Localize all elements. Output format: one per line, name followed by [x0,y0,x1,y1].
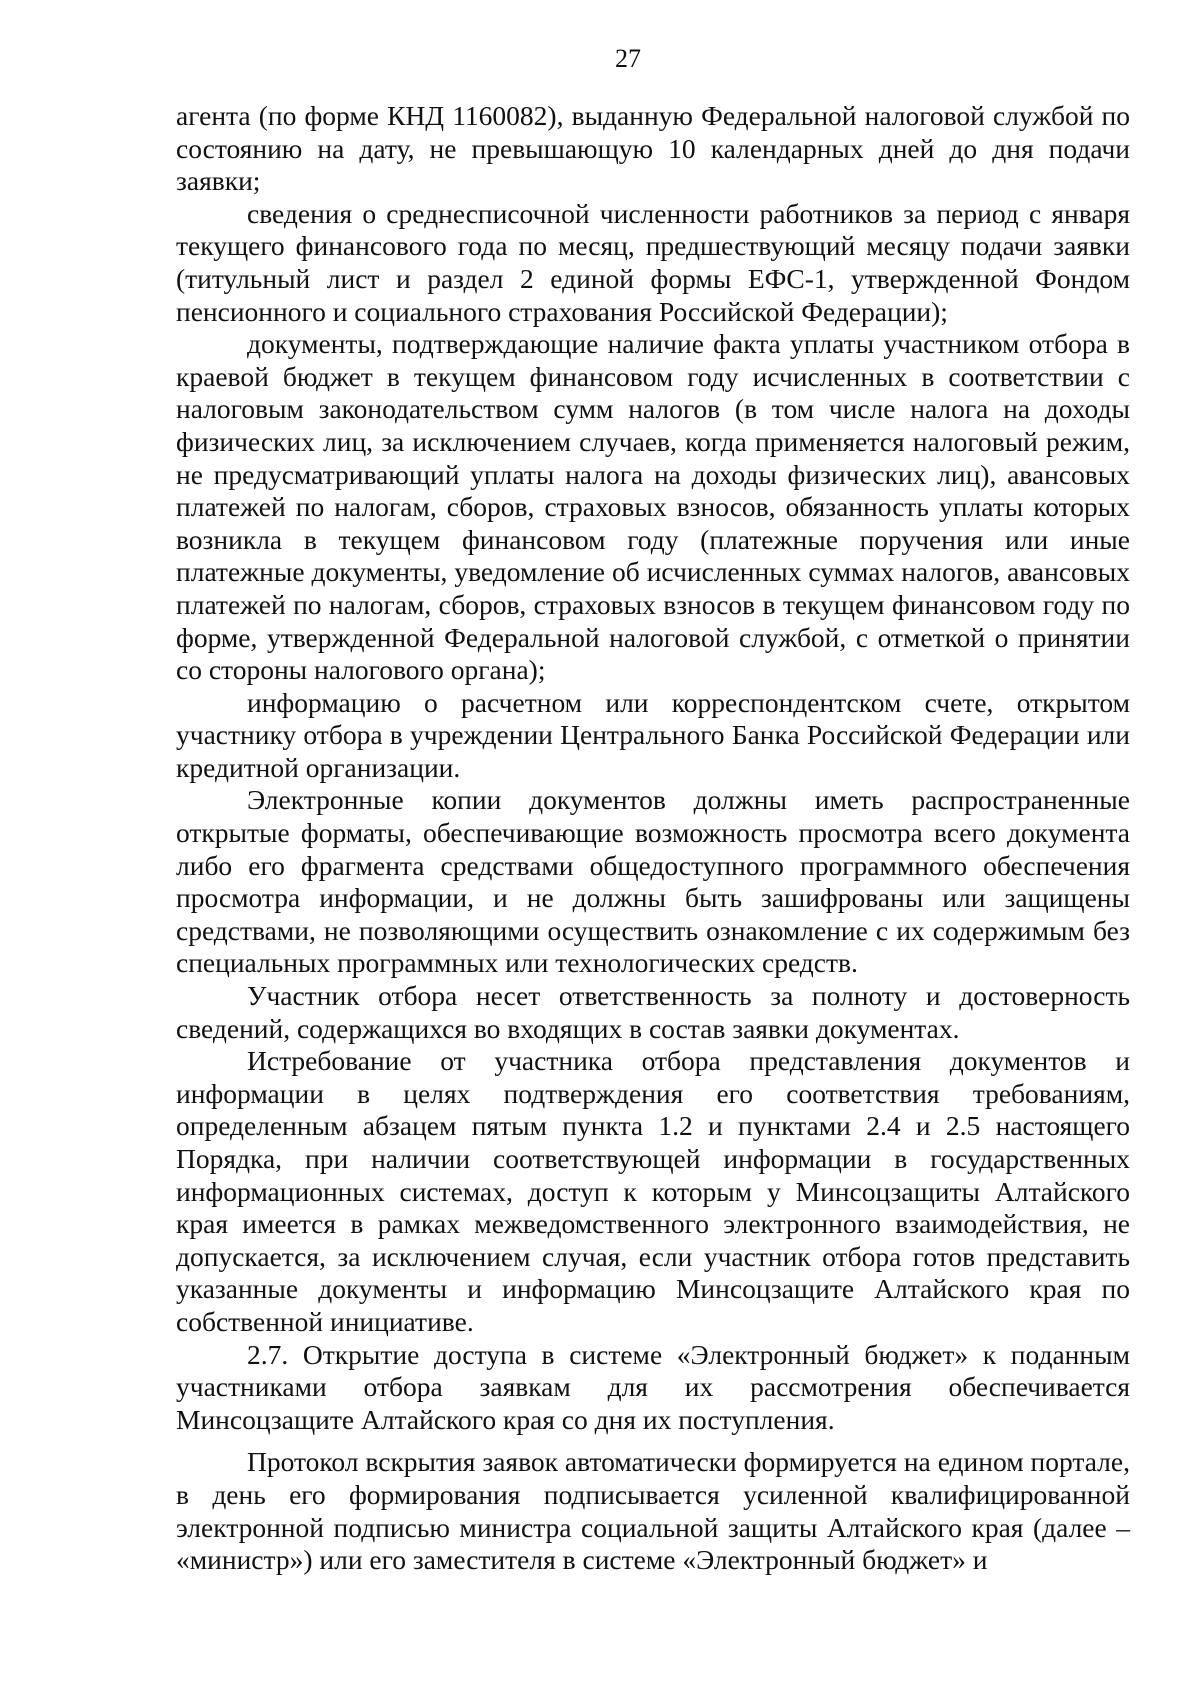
paragraph-employee-count: сведения о среднесписочной численности работников за период с января текущего финансового года по месяц, предшествующий месяцу подачи заявки (титульный лист и раздел 2 единой формы ЕФС-1, утвержденной Фондом пенсионного и социального страхования Российской Федерации); [176,197,1130,327]
page-number: 27 [615,44,641,73]
paragraph-section-2-7: 2.7. Открытие доступа в системе «Электронный бюджет» к поданным участниками отбора заявкам для их рассмотрения обеспечивается Минсоцзащите Алтайского края со дня их поступления. [176,1338,1130,1435]
paragraph-electronic-copies: Электронные копии документов должны иметь распространенные открытые форматы, обеспечивающие возможность просмотра всего документа либо его фрагмента средствами общедоступного программного обеспечения просмотра информации, и не должны быть зашифрованы или защищены средствами, не позволяющими осуществить ознакомление с их содержимым без специальных программных или технологических средств. [176,784,1130,979]
paragraph-continuation: агента (по форме КНД 1160082), выданную Федеральной налоговой службой по состоянию на дату, не превышающую 10 календарных дней до дня подачи заявки; [176,100,1130,197]
document-body [176,100,1130,1577]
paragraph-document-request: Истребование от участника отбора представления документов и информации в целях подтверждения его соответствия требованиям, определенным абзацем пятым пункта 1.2 и пунктами 2.4 и 2.5 настоящего Порядка, при наличии соответствующей информации в государственных информационных системах, доступ к которым у Минсоцзащиты Алтайского края имеется в рамках межведомственного электронного взаимодействия, не допускается, за исключением случая, если участник отбора готов представить указанные документы и информацию Минсоцзащите Алтайского края по собственной инициативе. [176,1045,1130,1337]
paragraph-bank-account-info: информацию о расчетном или корреспондентском счете, открытом участнику отбора в учреждении Центрального Банка Российской Федерации или кредитной организации. [176,686,1130,783]
paragraph-protocol: Протокол вскрытия заявок автоматически формируется на едином портале, в день его формирования подписывается усиленной квалифицированной электронной подписью министра социальной защиты Алтайского края (далее – «министр») или его заместителя в системе «Электронный бюджет» и [176,1446,1130,1576]
paragraph-responsibility: Участник отбора несет ответственность за полноту и достоверность сведений, содержащихся во входящих в состав заявки документах. [176,980,1130,1044]
paragraph-tax-payment-documents: документы, подтверждающие наличие факта уплаты участником отбора в краевой бюджет в текущем финансовом году исчисленных в соответствии с налоговым законодательством сумм налогов (в том числе налога на доходы физических лиц, за исключением случаев, когда применяется налоговый режим, не предусматривающий уплаты налога на доходы физических лиц), авансовых платежей по налогам, сборов, страховых взносов, обязанность уплаты которых возникла в текущем финансовом году (платежные поручения или иные платежные документы, уведомление об исчисленных суммах налогов, авансовых платежей по налогам, сборов, страховых взносов в текущем финансовом году по форме, утвержденной Федеральной налоговой службой, с отметкой о принятии со стороны налогового органа); [176,328,1130,686]
